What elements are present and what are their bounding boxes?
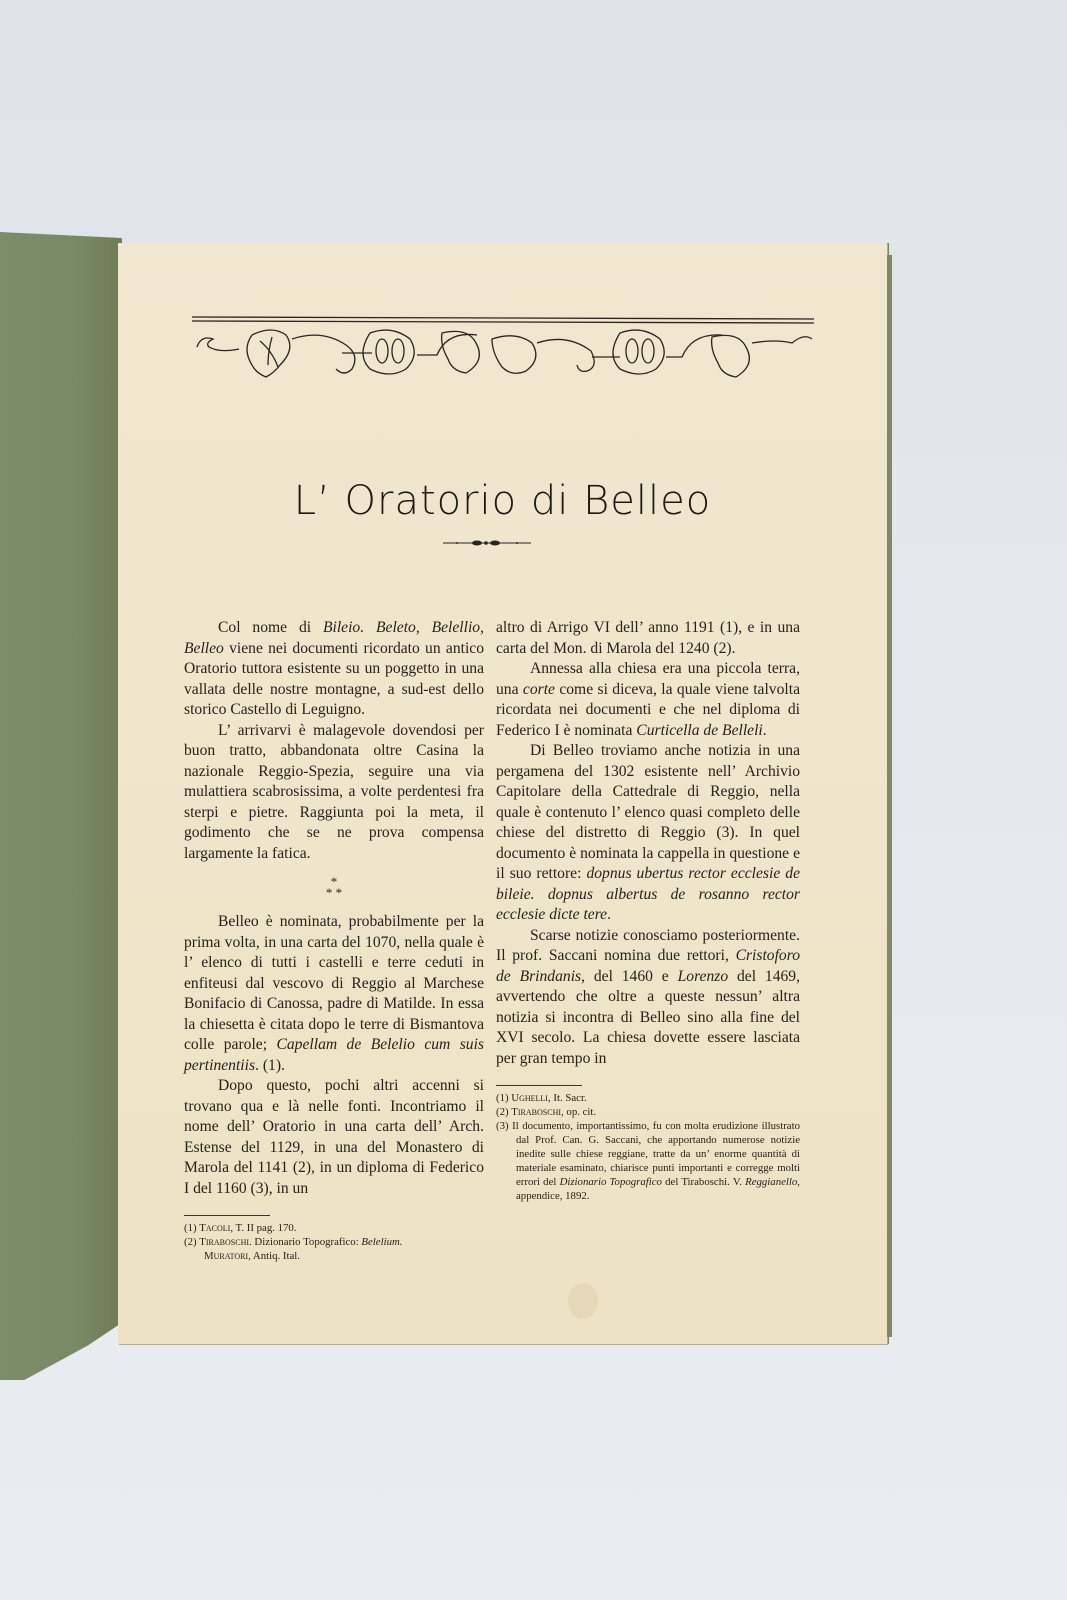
paragraph: Di Belleo troviamo anche notizia in una pergamena del 1302 esistente nell’ Archivio Capitolare della Cattedrale di Reggio, nella quale è contenuto l’ elenco quasi completo delle chiese del distretto di Reggio (3). In quel documento è nominata la cappella in questione e il suo rettore: dopnus ubertus rector ecclesie de bileie. dopnus albertus de rosanno rector ecclesie dicte tere. [496,742,801,923]
paragraph: Belleo è nominata, probabilmente per la prima volta, in una carta del 1070, nella quale è l’ elenco di tutti i castelli e terre ceduti in enfiteusi dal vescovo di Reggio al Marchese Bonifacio di Canossa, padre di Matilde. In essa la chiesetta è citata dopo le terre di Bismantova colle parole; Capellam de Belelio cum suis pertinentiis. (1). [184,913,484,1074]
paragraph: L’ arrivarvi è malagevole dovendosi per buon tratto, abbandonata oltre Casina la nazionale Reggio-Spezia, seguire una via mulattiera scabrosissima, a volte perdentesi fra sterpi e pietre. Raggiunta poi la meta, il godimento che se ne prova compensa largamente la fatica. [184,721,484,862]
asterism-divider: * * * [325,874,343,900]
left-column [184,618,484,1263]
footnote: (1) Ughelli, It. Sacr. [496,1092,587,1104]
paragraph: Col nome di Bileio. Beleto, Belellio, Belleo viene nei documenti ricordato un antico Oratorio tuttora esistente su un poggetto in una vallata delle nostre montagne, a sud-est dello storico Castello di Leguigno. [184,619,485,718]
footnotes [496,1091,800,1203]
footnotes [184,1221,484,1263]
footnote: (1) Tacoli, T. II pag. 170. [184,1222,297,1234]
green-cover [0,232,122,1380]
floral-ornament-header [192,313,814,393]
paragraph: Scarse notizie conosciamo posteriormente. Il prof. Saccani nomina due rettori, Cristoforo de Brindanis, del 1460 e Lorenzo del 1469, avvertendo che oltre a queste nessun’ altra notizia si incontra di Belleo sino alla fine del XVI secolo. La chiesa dovette essere lasciata per gran tempo in [496,926,800,1067]
footnote: (2) Tiraboschi, op. cit. [496,1106,597,1118]
page-title: L’ Oratorio di Belleo [293,478,712,524]
footnote-rule [184,1215,270,1216]
footnote: (3) Il documento, importantissimo, fu con molta erudizione illustrato dal Prof. Can. G. Saccani, che apportando numerose notizie inedite sulle chiese reggiane, tratte da un’ enorme quantità di materiale esaminato, chiarisce punti importanti e corregge molti errori del Dizionario Topografico del Tiraboschi. V. Reggianello, appendice, 1892. [496,1120,800,1202]
paragraph: altro di Arrigo VI dell’ anno 1191 (1), e in una carta del Mon. di Marola del 1240 (2). [496,619,800,657]
paragraph: Dopo questo, pochi altri accenni si trovano qua e là nelle fonti. Incontriamo il nome dell’ Oratorio in una carta dell’ Arch. Estense del 1129, in una del Monastero di Marola del 1141 (2), in un diploma di Federico I del 1160 (3), in un [184,1077,484,1197]
title-divider-ornament [443,538,531,548]
paper-stain [568,1283,598,1319]
right-column [496,618,800,1203]
footnote-rule [496,1085,582,1086]
printed-page [118,243,887,1344]
paragraph: Annessa alla chiesa era una piccola terra, una corte come si diceva, la quale viene talvolta ricordata nei documenti e che nel diploma di Federico I è nominata Curticella de Belleli. [496,660,800,739]
footnote: (2) Tiraboschi. Dizionario Topografico: Belelium. Muratori, Antiq. Ital. [184,1236,403,1262]
